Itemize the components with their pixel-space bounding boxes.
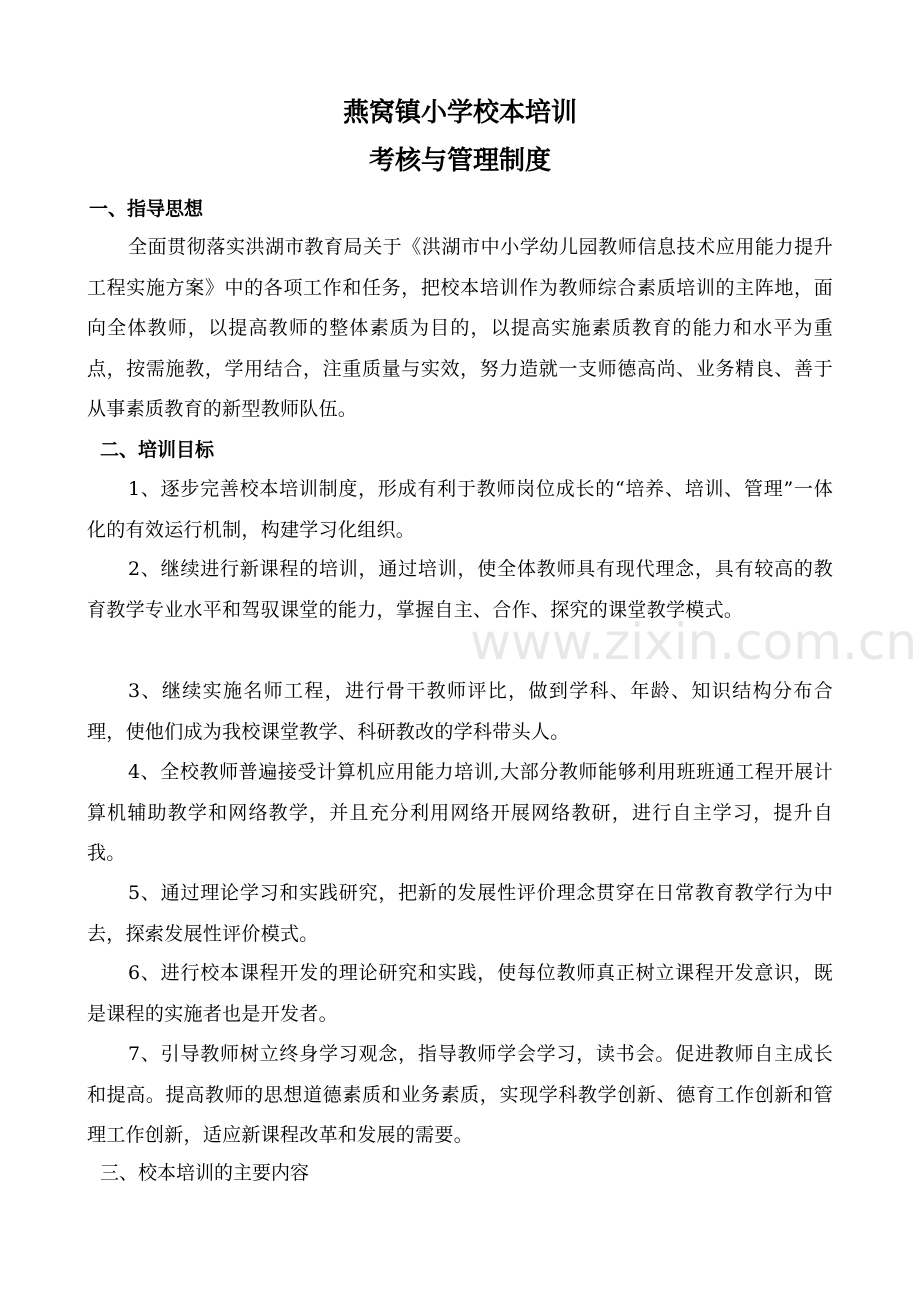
- document-title-line-1: 燕窝镇小学校本培训: [342, 98, 577, 128]
- paragraph-goal-7: 7、引导教师树立终身学习观念，指导教师学会学习，读书会。促进教师自主成长和提高。提高教师的思想道德素质和业务素质，实现学科教学创新、德育工作创新和管理工作创新，适应新课程改革和发展的需要。: [87, 1043, 833, 1146]
- paragraph-goal-5: 5、通过理论学习和实践研究，把新的发展性评价理念贯穿在日常教育教学行为中去，探索发展性评价模式。: [87, 882, 833, 945]
- document-title-line-2: 考核与管理制度: [368, 146, 551, 176]
- watermark: www.zixin.com.cn: [470, 613, 918, 671]
- paragraph-goal-4: 4、全校教师普遍接受计算机应用能力培训,大部分教师能够利用班班通工程开展计算机辅助教学和网络教学，并且充分利用网络开展网络教研，进行自主学习，提升自我。: [87, 761, 833, 864]
- paragraph-goal-2: 2、继续进行新课程的培训，通过培训，使全体教师具有现代理念，具有较高的教育教学专业水平和驾驭课堂的能力，掌握自主、合作、探究的课堂教学模式。: [87, 558, 833, 621]
- section-heading-guiding-ideology: 一、指导思想: [89, 198, 204, 220]
- paragraph-goal-3: 3、继续实施名师工程，进行骨干教师评比，做到学科、年龄、知识结构分布合理，使他们成为我校课堂教学、科研教改的学科带头人。: [87, 680, 833, 743]
- section-heading-training-goals: 二、培训目标: [100, 439, 215, 461]
- paragraph-goal-1: 1、逐步完善校本培训制度，形成有利于教师岗位成长的“培养、培训、管理”一体化的有效运行机制，构建学习化组织。: [87, 478, 833, 541]
- paragraph-guiding-ideology: 全面贯彻落实洪湖市教育局关于《洪湖市中小学幼儿园教师信息技术应用能力提升工程实施方案》中的各项工作和任务，把校本培训作为教师综合素质培训的主阵地，面向全体教师，以提高教师的整体素质为目的，以提高实施素质教育的能力和水平为重点，按需施教，学用结合，注重质量与实效，努力造就一支师德高尚、业务精良、善于从事素质教育的新型教师队伍。: [87, 236, 833, 420]
- paragraph-goal-6: 6、进行校本课程开发的理论研究和实践，使每位教师真正树立课程开发意识，既是课程的实施者也是开发者。: [87, 962, 833, 1025]
- section-heading-main-content: 三、校本培训的主要内容: [100, 1162, 310, 1184]
